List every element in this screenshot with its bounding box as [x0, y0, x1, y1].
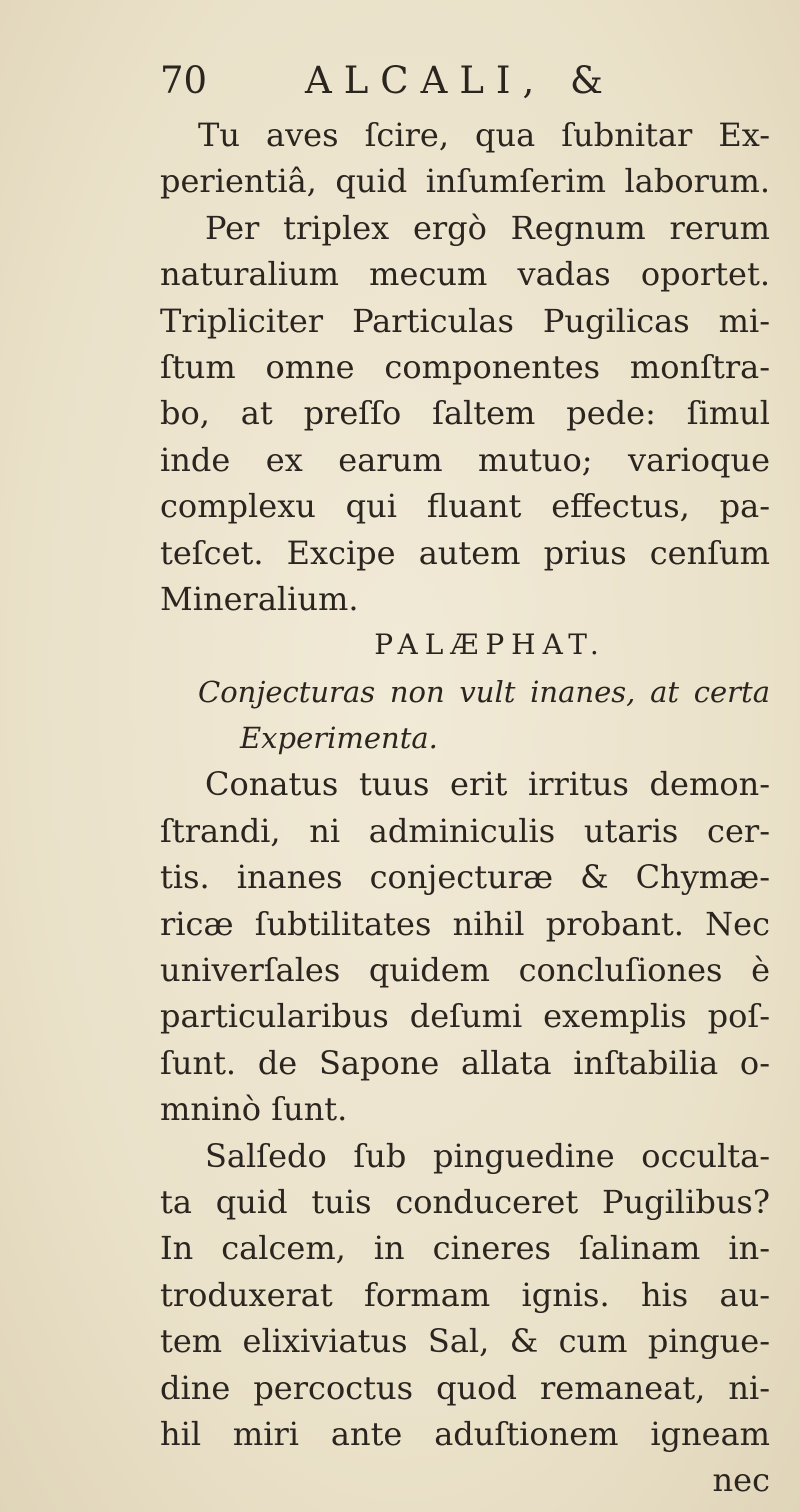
text-line: Conatus tuus erit irritus demon- — [205, 765, 770, 804]
text-line: mninò ſunt. — [160, 1090, 348, 1129]
text-line: Mineralium. — [160, 579, 359, 618]
text-line: bo, at preſſo ſaltem pede: ſimul — [160, 394, 770, 433]
catchword: nec — [712, 1461, 770, 1500]
text-line: univerſales quidem concluſiones è — [160, 951, 770, 990]
text-line: inde ex earum mutuo; varioque — [160, 440, 770, 479]
paragraph-3 — [160, 761, 770, 1132]
running-title: ALCALI, & — [305, 59, 615, 102]
motto — [160, 669, 770, 762]
text-line: ta quid tuis conduceret Pugilibus? — [160, 1182, 770, 1221]
text-line: perientiâ, quid inſumſerim laborum. — [160, 162, 770, 201]
text-line: Tu aves ſcire, qua ſubnitar Ex- — [198, 116, 770, 154]
text-line: ricæ ſubtilitates nihil probant. Nec — [160, 904, 770, 943]
section-heading: PALÆPHAT. — [374, 628, 606, 662]
text-line: dine percoctus quod remaneat, ni- — [160, 1368, 770, 1407]
text-line: tis. inanes conjecturæ & Chymæ- — [160, 858, 770, 897]
paragraph-2 — [160, 205, 770, 623]
text-line: teſcet. Excipe autem prius cenſum — [160, 533, 770, 572]
paragraph-4 — [160, 1133, 770, 1458]
page-number: 70 — [160, 59, 208, 102]
text-line: In calcem, in cineres ſalinam in- — [160, 1229, 770, 1268]
text-block — [160, 50, 770, 1504]
text-line: particularibus deſumi exemplis poſ- — [160, 997, 770, 1036]
page-header — [160, 50, 770, 112]
text-line: Salſedo ſub pinguedine occulta- — [205, 1136, 770, 1175]
text-line: naturalium mecum vadas oportet. — [160, 255, 770, 294]
text-line: troduxerat formam ignis. his au- — [160, 1275, 770, 1314]
text-line: ſtrandi, ni adminiculis utaris cer- — [160, 811, 770, 850]
text-line: ſtum omne componentes monſtra- — [160, 347, 770, 386]
text-line: Tripliciter Particulas Pugilicas mi- — [160, 301, 770, 340]
motto-line: Experimenta. — [240, 721, 438, 756]
text-line: ſunt. de Sapone allata inſtabilia o- — [160, 1043, 770, 1082]
text-line: tem elixiviatus Sal, & cum pingue- — [160, 1322, 770, 1361]
text-line: hil miri ante aduſtionem igneam — [160, 1414, 770, 1453]
motto-line: Conjecturas non vult inanes, at certa — [198, 674, 770, 709]
paragraph-1 — [160, 112, 770, 205]
text-line: Per triplex ergò Regnum rerum — [205, 208, 770, 247]
text-line: complexu qui fluant effectus, pa- — [160, 487, 770, 526]
